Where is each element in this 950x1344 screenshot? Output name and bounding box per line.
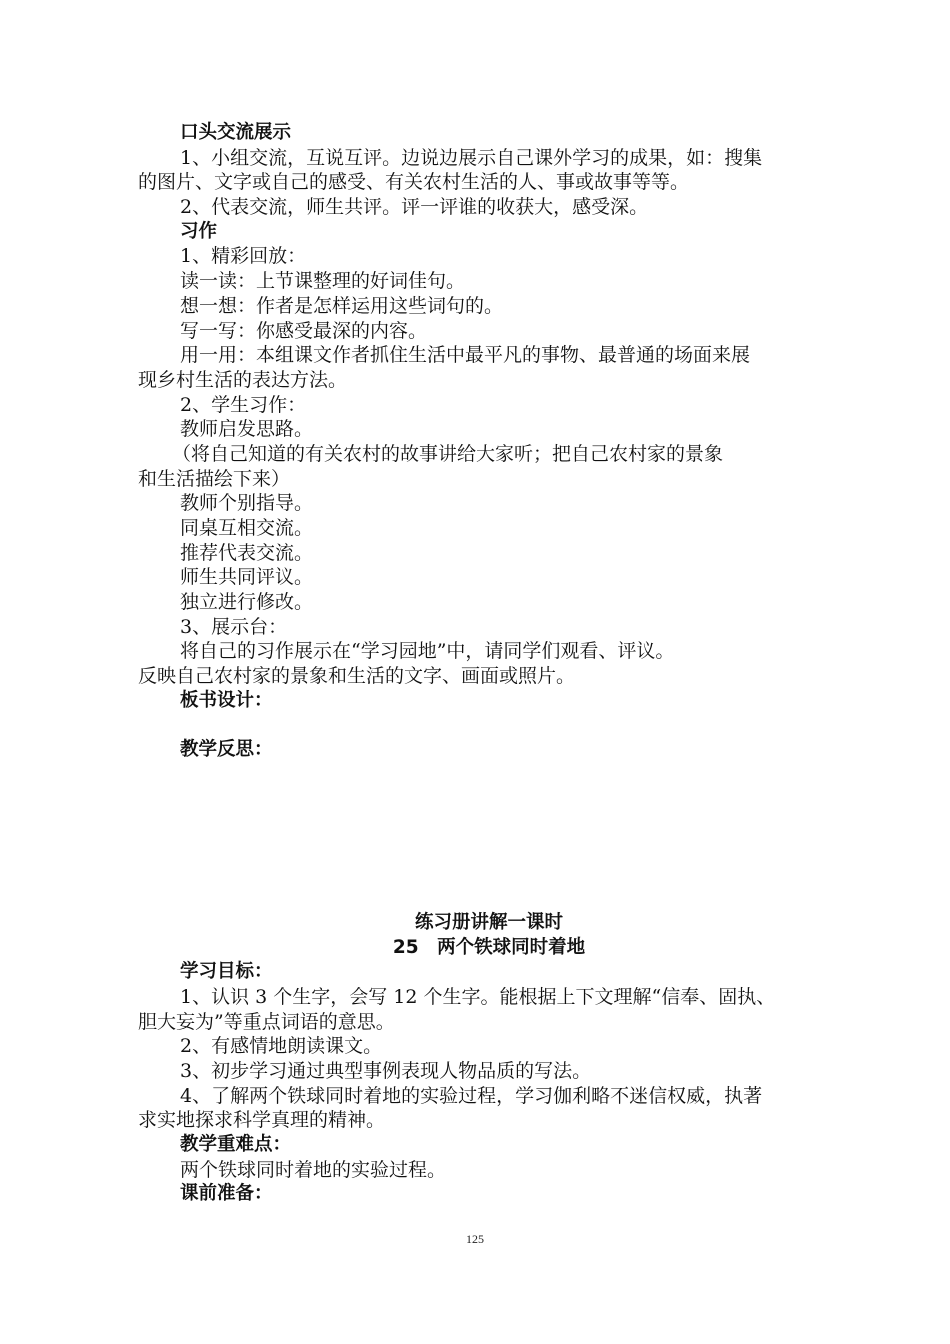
page-number: 125	[466, 1232, 484, 1246]
paragraph-line: 求实地探求科学真理的精神。	[138, 1109, 386, 1132]
list-item: 师生共同评议。	[180, 566, 314, 589]
paragraph-line: 1、认识 3 个生字，会写 12 个生字。能根据上下文理解“信奉、固执、	[180, 985, 776, 1008]
list-item: 1、精彩回放：	[180, 245, 307, 268]
list-item: 推荐代表交流。	[180, 541, 314, 564]
paragraph-line: 和生活描绘下来）	[138, 467, 291, 490]
list-item: 教师启发思路。	[180, 418, 314, 441]
heading-key-points: 教学重难点：	[180, 1134, 292, 1156]
heading-teaching-reflection: 教学反思：	[180, 739, 273, 761]
list-item: 2、有感情地朗读课文。	[180, 1035, 383, 1058]
heading-board-design: 板书设计：	[180, 689, 273, 711]
list-item: 读一读：上节课整理的好词佳句。	[180, 270, 466, 293]
list-item: 2、学生习作：	[180, 393, 307, 416]
paragraph-line: 用一用：本组课文作者抓住生活中最平凡的事物、最普通的场面来展	[180, 344, 751, 367]
paragraph-line: 现乡村生活的表达方法。	[138, 368, 348, 391]
page-content	[138, 121, 840, 1207]
paragraph-line: 反映自己农村家的景象和生活的文字、画面或照片。	[138, 665, 576, 688]
paragraph-line: 的图片、文字或自己的感受、有关农村生活的人、事或故事等等。	[138, 171, 690, 194]
list-item: 3、初步学习通过典型事例表现人物品质的写法。	[180, 1060, 592, 1082]
heading-learning-goals: 学习目标：	[180, 961, 273, 983]
lesson-title: 练习册讲解一课时	[414, 911, 563, 933]
paragraph-line: 胆大妄为”等重点词语的意思。	[138, 1010, 395, 1033]
paragraph-line: 4、了解两个铁球同时着地的实验过程，学习伽利略不迷信权威，执著	[180, 1084, 763, 1107]
list-item: 同桌互相交流。	[180, 517, 314, 539]
list-item: 3、展示台：	[180, 615, 288, 638]
paragraph-line: 1、小组交流，互说互评。边说边展示自己课外学习的成果，如：搜集	[180, 146, 763, 169]
list-item: 独立进行修改。	[180, 591, 314, 614]
list-item: 想一想：作者是怎样运用这些词句的。	[180, 294, 504, 317]
heading-preparation: 课前准备：	[180, 1183, 273, 1205]
heading-writing: 习作	[180, 220, 218, 242]
heading-oral-exchange: 口头交流展示	[180, 122, 292, 143]
lesson-subtitle: 25 两个铁球同时着地	[392, 936, 586, 958]
paragraph-line: 将自己的习作展示在“学习园地”中，请同学们观看、评议。	[180, 640, 675, 663]
list-item: 写一写：你感受最深的内容。	[180, 319, 428, 342]
list-item: 教师个别指导。	[180, 492, 314, 515]
paragraph-line: （将自己知道的有关农村的故事讲给大家听；把自己农村家的景象	[172, 442, 724, 465]
paragraph-line: 两个铁球同时着地的实验过程。	[180, 1158, 447, 1181]
paragraph-line: 2、代表交流，师生共评。评一评谁的收获大，感受深。	[180, 196, 649, 219]
